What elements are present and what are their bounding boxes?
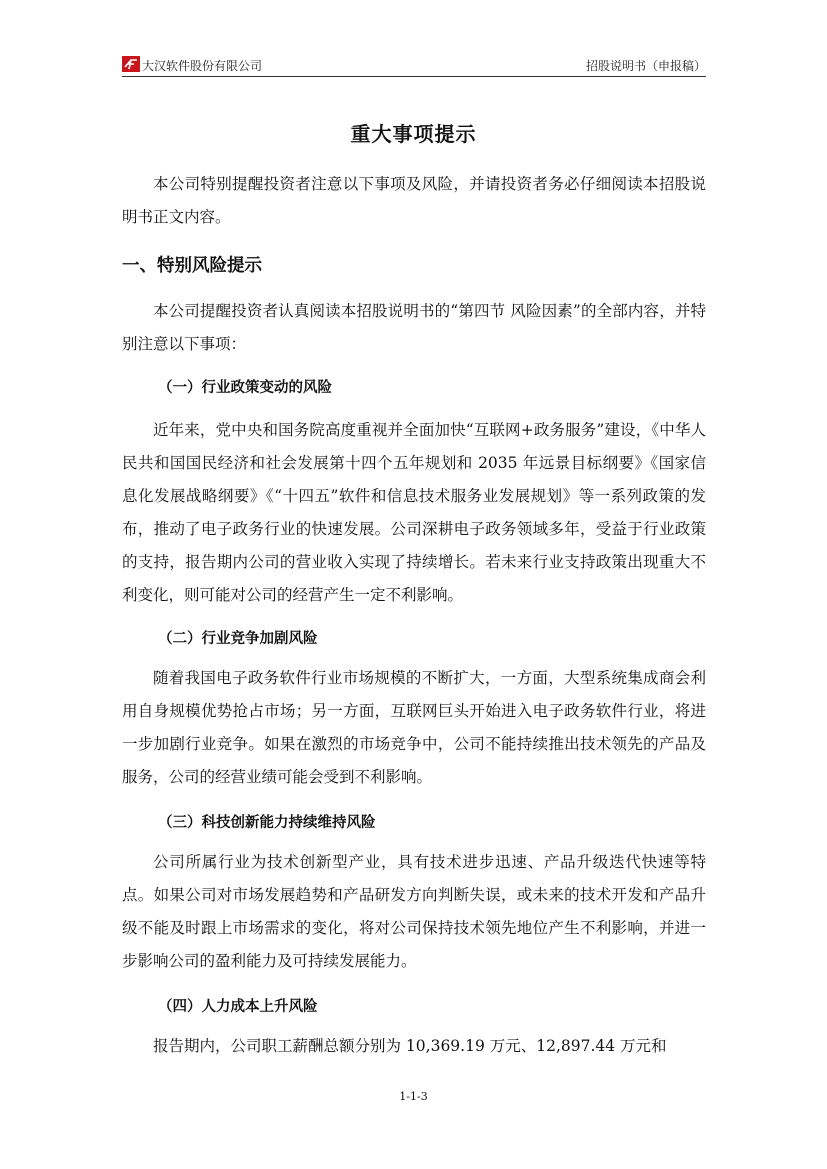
risk-body-labor-cost: 报告期内，公司职工薪酬总额分别为 10,369.19 万元、12,897.44 万元和 xyxy=(153,1037,667,1055)
page-number: 1-1-3 xyxy=(399,1090,428,1103)
company-name: 大汉软件股份有限公司 xyxy=(142,59,263,73)
risk-body-competition: 随着我国电子政务软件行业市场规模的不断扩大，一方面，大型系统集成商会利用自身规模优势抢占市场；另一方面，互联网巨头开始进入电子政务软件行业，将进一步加剧行业竞争。如果在激烈的市场竞争中，公司不能持续推出技术领先的产品及服务，公司的经营业绩可能会受到不利影响。 xyxy=(122,669,706,786)
risk-heading-innovation: （三）科技创新能力持续维持风险 xyxy=(158,815,376,831)
risk-body-policy: 近年来，党中央和国务院高度重视并全面加快“互联网+政务服务”建设，《中华人民共和国国民经济和社会发展第十四个五年规划和 2035 年远景目标纲要》《国家信息化发展战略纲要》《“十四五”软件和信息技术服务业发展规划》等一系列政策的发布，推动了电子政务行业的快速发展。公司深耕电子政务领域多年，受益于行业政策的支持，报告期内公司的营业收入实现了持续增长。若未来行业支持政策出现重大不利变化，则可能对公司的经营产生一定不利影响。 xyxy=(122,421,706,604)
risk-heading-labor-cost: （四）人力成本上升风险 xyxy=(158,999,318,1015)
risk-heading-policy: （一）行业政策变动的风险 xyxy=(158,380,332,396)
page-header xyxy=(122,52,706,77)
page-title: 重大事项提示 xyxy=(350,122,477,146)
company-logo-icon xyxy=(122,56,140,72)
document-type: 招股说明书（申报稿） xyxy=(585,59,706,73)
section-heading: 一、特别风险提示 xyxy=(122,256,262,276)
risk-heading-competition: （二）行业竞争加剧风险 xyxy=(158,631,318,647)
intro-paragraph: 本公司特别提醒投资者注意以下事项及风险，并请投资者务必仔细阅读本招股说明书正文内容。 xyxy=(122,175,706,226)
risk-body-innovation: 公司所属行业为技术创新型产业，具有技术进步迅速、产品升级迭代快速等特点。如果公司对市场发展趋势和产品研发方向判断失误，或未来的技术开发和产品升级不能及时跟上市场需求的变化，将对公司保持技术领先地位产生不利影响，并进一步影响公司的盈利能力及可持续发展能力。 xyxy=(122,853,706,970)
section-intro-paragraph: 本公司提醒投资者认真阅读本招股说明书的“第四节 风险因素”的全部内容，并特别注意以下事项： xyxy=(122,302,706,353)
